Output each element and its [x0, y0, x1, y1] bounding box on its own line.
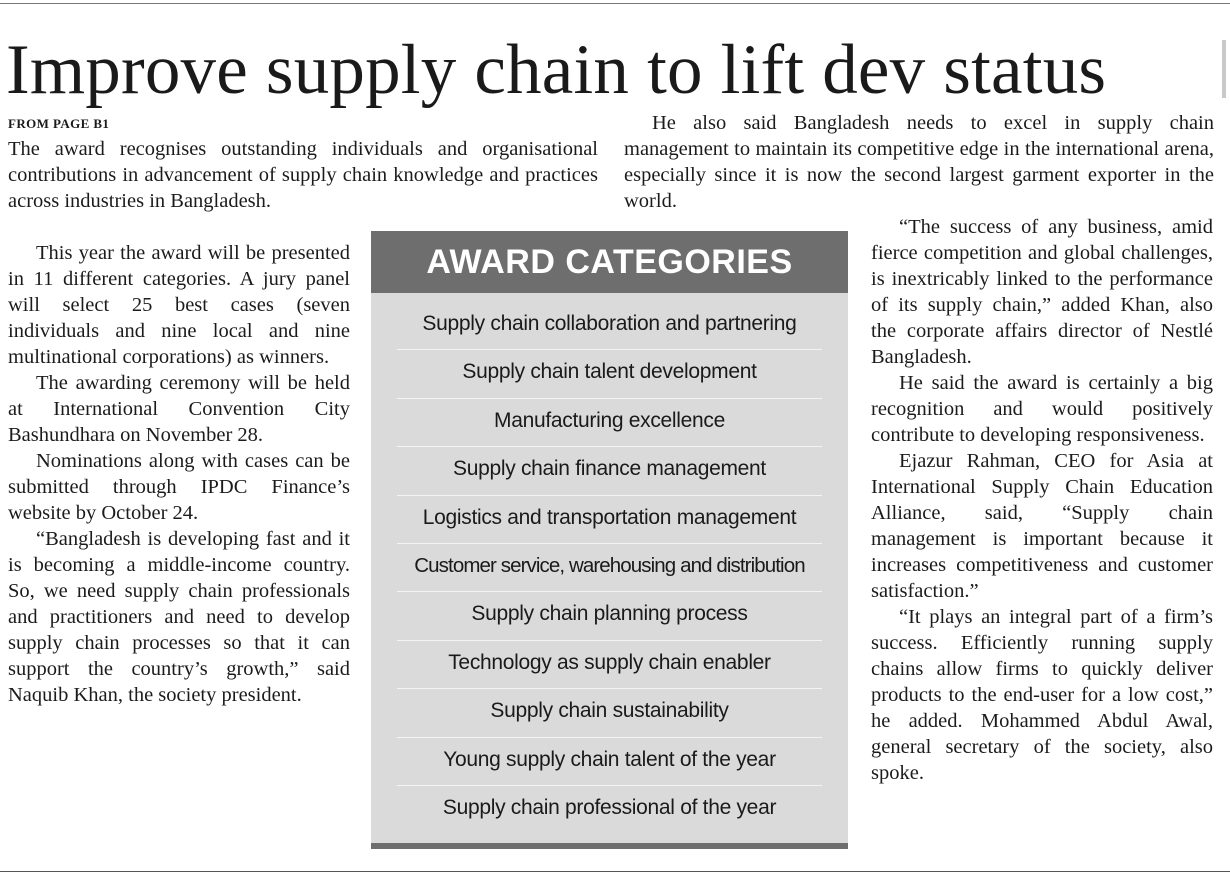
paragraph: “The success of any business, amid fierce competition and global challenges, is inextricably linked to the performance of its supply chain,” added Khan, also the corporate affairs director of Nestlé Bangladesh.: [871, 216, 1213, 368]
award-category-item: Supply chain finance management: [371, 447, 848, 495]
award-category-item: Supply chain talent development: [371, 350, 848, 398]
paragraph: Nominations along with cases can be submitted through IPDC Finance’s website by October 24.: [8, 450, 350, 524]
award-category-item: Young supply chain talent of the year: [371, 738, 848, 786]
paragraph: He said the award is certainly a big recognition and would positively contribute to developing responsiveness.: [871, 372, 1213, 446]
column3-text: [871, 214, 1213, 786]
award-box-title: AWARD CATEGORIES: [371, 231, 848, 293]
award-category-item: Logistics and transportation management: [371, 496, 848, 544]
paragraph: He also said Bangladesh needs to excel in supply chain management to maintain its competitive edge in the international arena, especially since it is now the second largest garment exporter in the world.: [624, 112, 1214, 212]
paragraph: This year the award will be presented in 11 different categories. A jury panel will select 25 best cases (seven individuals and nine local and nine multinational corporations) as winners.: [8, 242, 350, 368]
paragraph: Ejazur Rahman, CEO for Asia at International Supply Chain Education Alliance, said, “Supply chain management is important because it increases competitiveness and customer satisfaction.”: [871, 450, 1213, 602]
headline: Improve supply chain to lift dev status: [6, 31, 1107, 109]
award-category-item: Supply chain professional of the year: [442, 795, 777, 819]
paragraph: The awarding ceremony will be held at International Convention City Bashundhara on November 28.: [8, 372, 350, 446]
award-box-footer-bar: [371, 843, 848, 849]
award-category-list: [371, 302, 848, 834]
award-category-item: Technology as supply chain enabler: [371, 641, 848, 689]
paragraph: The award recognises outstanding individuals and organisational contributions in advancement of supply chain knowledge and practices across industries in Bangladesh.: [8, 138, 598, 212]
award-category-item: Customer service, warehousing and distribution: [371, 544, 848, 592]
award-category-item: Supply chain collaboration and partnering: [371, 302, 848, 350]
jump-line: FROM PAGE B1: [8, 116, 110, 131]
paragraph: “Bangladesh is developing fast and it is becoming a middle-income country. So, we need supply chain professionals and practitioners and need to develop supply chain processes so that it can support the country’s growth,” said Naquib Khan, the society president.: [8, 528, 350, 706]
bottom-rule: [0, 871, 1230, 872]
award-category-item: Manufacturing excellence: [371, 399, 848, 447]
award-category-item: Supply chain sustainability: [371, 689, 848, 737]
column2-top-text: [624, 110, 1214, 214]
paragraph: “It plays an integral part of a firm’s success. Efficiently running supply chains allow firms to quickly deliver products to the end-user for a low cost,” he added. Mohammed Abdul Awal, general secretary of the society, also spoke.: [871, 606, 1213, 784]
column1-text: [8, 240, 350, 708]
top-rule: [0, 3, 1230, 4]
award-category-item: Supply chain planning process: [371, 592, 848, 640]
award-categories-box: [371, 231, 848, 849]
column1-top-text: [8, 136, 598, 214]
